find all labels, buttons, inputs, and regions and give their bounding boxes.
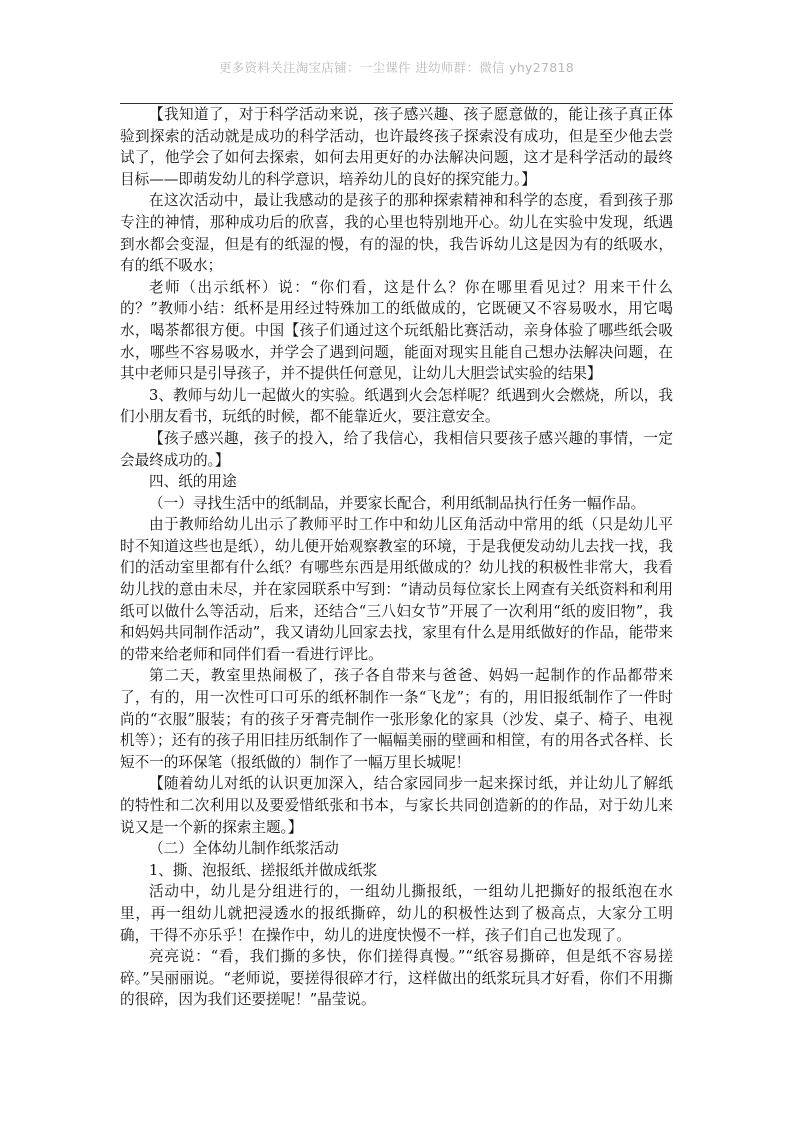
document-body [120, 104, 673, 1011]
paragraph: 活动中，幼儿是分组进行的，一组幼儿撕报纸，一组幼儿把撕好的报纸泡在水里，再一组幼儿就把浸透水的报纸撕碎，幼儿的积极性达到了极高点，大家分工明确，干得不亦乐乎！在操作中，幼儿的进度快慢不一样，孩子们自己也发现了。 [120, 883, 673, 944]
subsection-heading: （一）寻找生活中的纸制品，并要家长配合，利用纸制品执行任务一幅作品。 [149, 494, 646, 512]
subsection-heading: （二）全体幼儿制作纸浆活动 [149, 840, 339, 858]
section-heading: 四、纸的用途 [149, 473, 237, 491]
paragraph: 第二天，教室里热闹极了，孩子各自带来与爸爸、妈妈一起制作的作品都带来了，有的，用一次性可口可乐的纸杯制作一条“飞龙”；有的，用旧报纸制作了一件时尚的“衣服”服装；有的孩子牙膏壳制作一张形象化的家具（沙发、桌子、椅子、电视机等）；还有的孩子用旧挂历纸制作了一幅幅美丽的壁画和相筐，有的用各式各样、长短不一的环保笔（报纸做的）制作了一幅万里长城呢！ [120, 667, 673, 771]
paragraph: 由于教师给幼儿出示了教师平时工作中和幼儿区角活动中常用的纸（只是幼儿平时不知道这些也是纸），幼儿便开始观察教室的环境，于是我便发动幼儿去找一找，我们的活动室里都有什么纸？有哪些东西是用纸做成的？幼儿找的积极性非常大，我看幼儿找的意由未尽，并在家园联系中写到：“请动员每位家长上网查有关纸资料和利用纸可以做什么等活动，后来，还结合“三八妇女节”开展了一次利用“纸的废旧物”，我和妈妈共同制作活动”，我又请幼儿回家去找，家里有什么是用纸做好的作品，能带来的带来给老师和同伴们看一看进行评比。 [120, 516, 673, 663]
paragraph: 【随着幼儿对纸的认识更加深入，结合家园同步一起来探讨纸，并让幼儿了解纸的特性和二次利用以及要爱惜纸张和书本，与家长共同创造新的的作品，对于幼儿来说又是一个新的探索主题。】 [120, 775, 673, 836]
page-header: 更多资料关注淘宝店铺：一尘课件 进幼师群：微信 yhy27818 [218, 60, 575, 75]
paragraph: 亮亮说：“看，我们撕的多快，你们搓得真慢。”“纸容易撕碎，但是纸不容易搓碎。”吴丽丽说。“老师说，要搓得很碎才行，这样做出的纸浆玩具才好看，你们不用撕的很碎，因为我们还要搓呢！”晶莹说。 [120, 948, 673, 1009]
paragraph: 【孩子感兴趣，孩子的投入，给了我信心，我相信只要孩子感兴趣的事情，一定会最终成功的。】 [120, 429, 673, 469]
paragraph: 3、教师与幼儿一起做火的实验。纸遇到火会怎样呢？纸遇到火会燃烧，所以，我们小朋友看书，玩纸的时候，都不能靠近火，要注意安全。 [120, 386, 673, 426]
paragraph: 在这次活动中，最让我感动的是孩子的那种探索精神和科学的态度，看到孩子那专注的神情，那种成功后的欣喜，我的心里也特别地开心。幼儿在实验中发现，纸遇到水都会变湿，但是有的纸湿的慢，有的湿的快，我告诉幼儿这是因为有的纸吸水，有的纸不吸水； [120, 192, 673, 275]
paragraph: 【我知道了，对于科学活动来说，孩子感兴趣、孩子愿意做的，能让孩子真正体验到探索的活动就是成功的科学活动，也许最终孩子探索没有成功，但是至少他去尝试了，他学会了如何去探索，如何去用更好的办法解决问题，这才是科学活动的最终目标——即萌发幼儿的科学意识，培养幼儿的良好的探究能力。】 [120, 106, 673, 188]
paragraph: 老师（出示纸杯）说：“你们看，这是什么？你在哪里看见过？用来干什么的？”教师小结：纸杯是用经过特殊加工的纸做成的，它既硬又不容易吸水，用它喝水，喝茶都很方便。中国【孩子们通过这个玩纸船比赛活动，亲身体验了哪些纸会吸水，哪些不容易吸水，并学会了遇到问题，能面对现实且能自己想办法解决问题，在其中老师只是引导孩子，并不提供任何意见，让幼儿大胆尝试实验的结果】 [120, 278, 673, 383]
step-heading: 1、撕、泡报纸、搓报纸并做成纸浆 [149, 861, 378, 879]
